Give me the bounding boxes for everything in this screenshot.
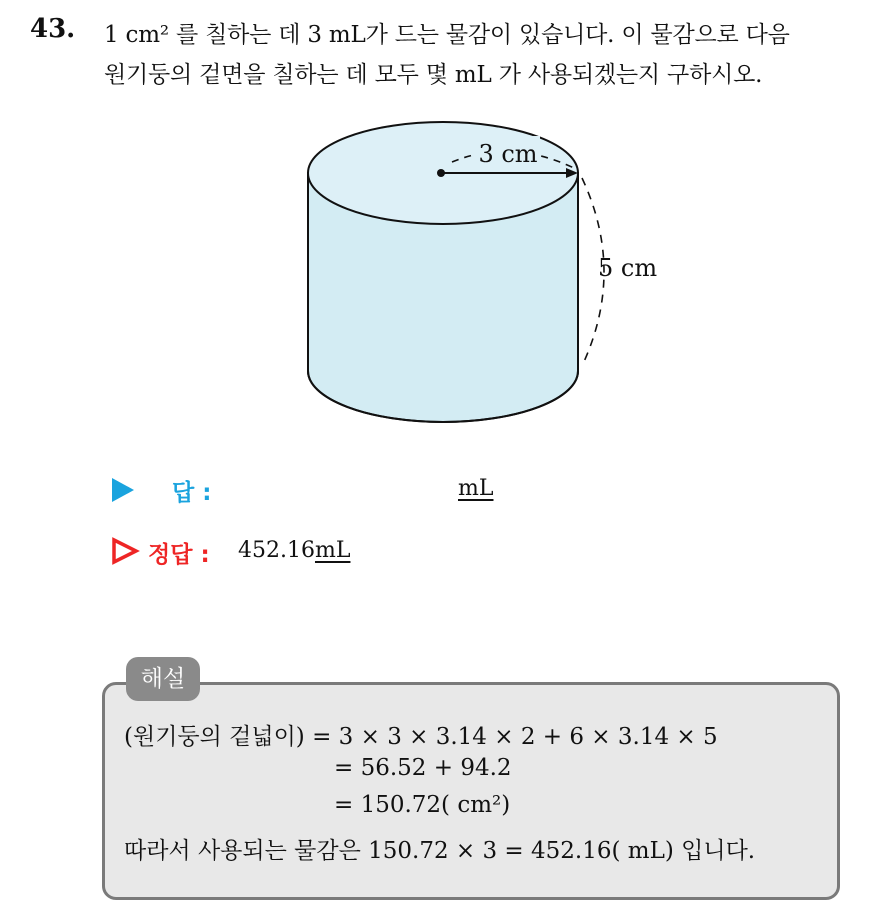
answer-label: 답 : bbox=[172, 480, 212, 506]
solution-box bbox=[102, 682, 840, 900]
play-triangle-icon bbox=[112, 478, 134, 502]
solution-line-3: = 150.72( cm²) bbox=[334, 792, 511, 818]
solution-line-1: (원기둥의 겉넓이) = 3 × 3 × 3.14 × 2 + 6 × 3.14 × 5 bbox=[124, 724, 718, 750]
solution-line-4: 따라서 사용되는 물감은 150.72 × 3 = 452.16( mL) 입니다. bbox=[124, 838, 756, 864]
solution-line-2: = 56.52 + 94.2 bbox=[334, 755, 512, 781]
correct-answer-unit: mL bbox=[314, 538, 351, 563]
solution-tab: 해설 bbox=[126, 657, 200, 701]
height-label: 5 cm bbox=[598, 254, 658, 282]
correct-answer-value-wrap bbox=[238, 538, 350, 563]
radius-label: 3 cm bbox=[478, 140, 538, 168]
answer-row bbox=[108, 472, 528, 506]
correct-answer-row bbox=[108, 534, 528, 568]
question-text-line-1: 1 cm² 를 칠하는 데 3 mL가 드는 물감이 있습니다. 이 물감으로 다음 bbox=[104, 22, 790, 48]
question-text-line-2: 원기둥의 겉면을 칠하는 데 모두 몇 mL 가 사용되겠는지 구하시오. bbox=[104, 62, 763, 88]
question-number: 43. bbox=[30, 14, 76, 44]
center-point bbox=[437, 169, 445, 177]
correct-answer-label: 정답 : bbox=[148, 542, 210, 568]
correct-answer-value: 452.16 bbox=[238, 538, 315, 563]
answer-unit: mL bbox=[458, 476, 494, 501]
outline-triangle-icon bbox=[110, 536, 140, 566]
